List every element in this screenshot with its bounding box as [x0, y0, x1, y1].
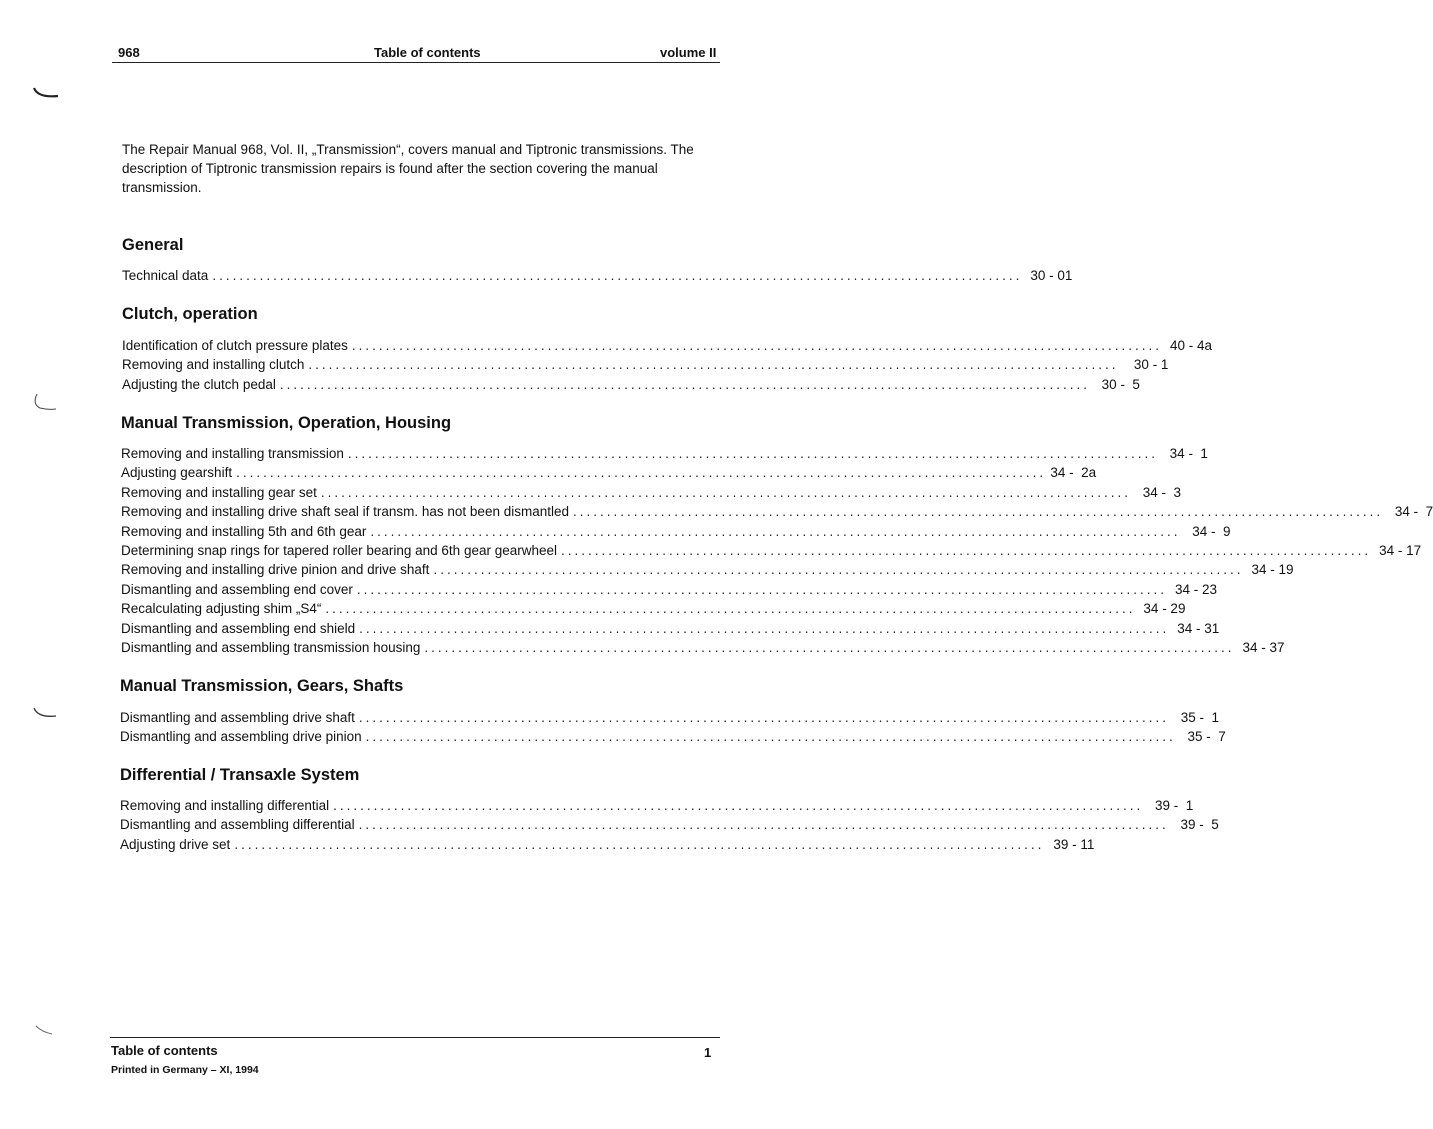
- toc-entry-label: Dismantling and assembling differential: [120, 817, 355, 833]
- toc-entry-label: Identification of clutch pressure plates: [122, 338, 348, 353]
- toc-entry-page: 34 - 3: [1142, 484, 1181, 500]
- toc-entry-page: 40 - 4a: [1169, 338, 1212, 353]
- toc-entry-page: 30 - 01: [1030, 268, 1073, 283]
- toc-entry-label: Dismantling and assembling end shield: [121, 620, 356, 636]
- toc-entry-label: Removing and installing 5th and 6th gear: [121, 523, 367, 539]
- toc-entry-label: Adjusting the clutch pedal: [122, 376, 276, 392]
- binding-mark: [30, 704, 60, 724]
- header-volume: volume II: [660, 45, 717, 60]
- dot-leader: ........................................................................................................................: [234, 836, 1045, 852]
- footer-print-info: Printed in Germany – XI, 1994: [111, 1064, 259, 1076]
- toc-entry-page: 34 - 17: [1379, 543, 1422, 558]
- toc-entry-label: Dismantling and assembling drive pinion: [120, 729, 362, 745]
- intro-paragraph: The Repair Manual 968, Vol. II, „Transmission“, covers manual and Tiptronic transmissions. The description of Tiptronic transmission repairs is found after the section covering the manual transmission.: [122, 142, 694, 195]
- toc-entry-label: Removing and installing drive pinion and drive shaft: [121, 562, 430, 578]
- toc-entry-page: 34 - 19: [1251, 562, 1294, 578]
- toc-entry: [121, 580, 1217, 599]
- toc-entry: [121, 444, 1208, 463]
- toc-entry: [122, 336, 1212, 355]
- toc-entry: [122, 266, 1073, 285]
- toc-entry-page: 39 - 1: [1154, 798, 1194, 813]
- dot-leader: ........................................................................................................................: [279, 376, 1090, 392]
- toc-entry: [121, 522, 1231, 541]
- header-title: Table of contents: [374, 45, 481, 60]
- toc-entry-page: 35 - 7: [1187, 729, 1226, 745]
- toc-entry: [121, 502, 1433, 521]
- header-model: 968: [118, 45, 140, 60]
- toc-entry: [121, 560, 1294, 579]
- section-heading: Manual Transmission, Gears, Shafts: [120, 677, 404, 695]
- dot-leader: ........................................................................................................................: [236, 465, 1047, 481]
- toc-entry: [120, 708, 1219, 727]
- toc-entry: [120, 796, 1194, 815]
- toc-entry-page: 35 - 1: [1180, 710, 1219, 725]
- toc-entry: [121, 619, 1220, 638]
- section-heading: Manual Transmission, Operation, Housing: [121, 414, 452, 432]
- dot-leader: ........................................................................................................................: [356, 581, 1167, 597]
- dot-leader: ........................................................................................................................: [573, 504, 1384, 520]
- toc-entry-label: Adjusting drive set: [120, 836, 231, 852]
- toc-entry: [120, 815, 1219, 834]
- toc-entry-label: Technical data: [122, 268, 209, 283]
- toc-entry: [121, 638, 1285, 657]
- toc-entry: [121, 541, 1422, 560]
- toc-entry-page: 34 - 7: [1394, 504, 1433, 520]
- dot-leader: ........................................................................................................................: [424, 640, 1235, 655]
- binding-mark: [30, 1020, 60, 1040]
- dot-leader: ........................................................................................................................: [347, 446, 1158, 461]
- section-heading: Clutch, operation: [122, 305, 258, 323]
- toc-entry: [121, 483, 1181, 502]
- toc-entry-page: 34 - 29: [1143, 601, 1186, 617]
- toc-entry-label: Removing and installing differential: [120, 798, 330, 813]
- toc-entry: [120, 727, 1226, 746]
- dot-leader: ........................................................................................................................: [351, 338, 1162, 353]
- toc-entry-page: 30 - 5: [1101, 376, 1140, 392]
- toc-entry: [122, 375, 1140, 394]
- dot-leader: ........................................................................................................................: [358, 817, 1169, 833]
- toc-entry-label: Adjusting gearshift: [121, 465, 233, 481]
- header-divider: [112, 62, 720, 63]
- dot-leader: ........................................................................................................................: [325, 601, 1136, 617]
- toc-entry-label: Removing and installing gear set: [121, 484, 317, 500]
- dot-leader: ........................................................................................................................: [561, 543, 1372, 558]
- toc-entry-label: Removing and installing clutch: [122, 357, 305, 373]
- dot-leader: ........................................................................................................................: [365, 729, 1176, 745]
- toc-entry-label: Dismantling and assembling end cover: [121, 581, 353, 597]
- dot-leader: ........................................................................................................................: [333, 798, 1144, 813]
- toc-entry-label: Dismantling and assembling transmission housing: [121, 640, 421, 655]
- toc-entry-label: Dismantling and assembling drive shaft: [120, 710, 355, 725]
- binding-mark: [30, 84, 62, 104]
- toc-entry: [122, 355, 1169, 374]
- section-heading: Differential / Transaxle System: [120, 766, 360, 784]
- toc-entry-page: 34 - 2a: [1050, 465, 1097, 481]
- binding-mark: [30, 392, 60, 414]
- dot-leader: ........................................................................................................................: [308, 357, 1119, 373]
- footer-title: Table of contents: [111, 1043, 218, 1058]
- footer-divider: [110, 1037, 720, 1038]
- toc-entry-page: 34 - 1: [1169, 446, 1208, 461]
- toc-entry-page: 30 - 1: [1133, 357, 1169, 373]
- dot-leader: ........................................................................................................................: [320, 484, 1131, 500]
- toc-entry-page: 39 - 11: [1053, 836, 1095, 852]
- section-heading: General: [122, 236, 184, 254]
- toc-entry-label: Removing and installing drive shaft seal if transm. has not been dismantled: [121, 504, 569, 520]
- toc-entry-label: Recalculating adjusting shim „S4“: [121, 601, 322, 617]
- footer-page-number: 1: [704, 1045, 712, 1060]
- toc-entry-page: 39 - 5: [1180, 817, 1219, 833]
- toc-entry-page: 34 - 31: [1177, 620, 1220, 636]
- toc-entry: [121, 463, 1097, 482]
- dot-leader: ........................................................................................................................: [359, 620, 1170, 636]
- toc-entry: [121, 599, 1186, 618]
- toc-entry-label: Determining snap rings for tapered roller bearing and 6th gear gearwheel: [121, 543, 558, 558]
- toc-entry-page: 34 - 37: [1242, 640, 1285, 655]
- dot-leader: ........................................................................................................................: [433, 562, 1244, 578]
- toc-entry-label: Removing and installing transmission: [121, 446, 344, 461]
- toc-entry-page: 34 - 23: [1174, 581, 1217, 597]
- toc-entry: [120, 835, 1095, 854]
- dot-leader: ........................................................................................................................: [358, 710, 1169, 725]
- toc-entry-page: 34 - 9: [1192, 523, 1231, 539]
- dot-leader: ........................................................................................................................: [370, 523, 1181, 539]
- dot-leader: ........................................................................................................................: [212, 268, 1023, 283]
